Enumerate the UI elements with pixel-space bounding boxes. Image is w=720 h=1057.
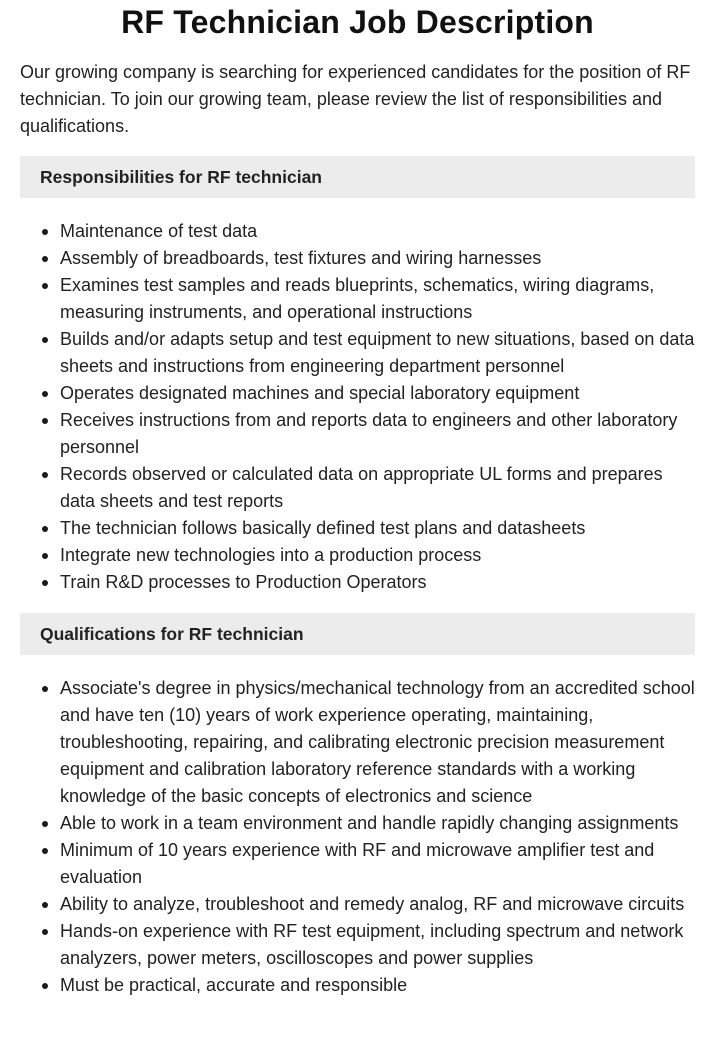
qualifications-heading: Qualifications for RF technician	[20, 613, 695, 655]
intro-paragraph: Our growing company is searching for experienced candidates for the position of RF technician. To join our growing team, please review the list of responsibilities and qualifications.	[20, 62, 691, 136]
responsibilities-list	[20, 218, 695, 596]
qualifications-list	[20, 675, 695, 999]
list-item: Ability to analyze, troubleshoot and remedy analog, RF and microwave circuits	[20, 891, 695, 918]
list-item: Must be practical, accurate and responsible	[20, 972, 695, 999]
list-item: Able to work in a team environment and handle rapidly changing assignments	[20, 810, 695, 837]
list-item: Operates designated machines and special laboratory equipment	[20, 380, 695, 407]
page-title: RF Technician Job Description	[121, 4, 594, 40]
responsibilities-heading: Responsibilities for RF technician	[20, 156, 695, 198]
list-item: Integrate new technologies into a production process	[20, 542, 695, 569]
list-item: Maintenance of test data	[20, 218, 695, 245]
list-item: Examines test samples and reads blueprints, schematics, wiring diagrams, measuring instruments, and operational instructions	[20, 272, 695, 326]
list-item: Minimum of 10 years experience with RF and microwave amplifier test and evaluation	[20, 837, 695, 891]
list-item: Train R&D processes to Production Operators	[20, 569, 695, 596]
list-item: Hands-on experience with RF test equipment, including spectrum and network analyzers, power meters, oscilloscopes and power supplies	[20, 918, 695, 972]
list-item: Builds and/or adapts setup and test equipment to new situations, based on data sheets and instructions from engineering department personnel	[20, 326, 695, 380]
job-description-page	[20, 0, 695, 999]
list-item: Receives instructions from and reports data to engineers and other laboratory personnel	[20, 407, 695, 461]
list-item: The technician follows basically defined test plans and datasheets	[20, 515, 695, 542]
list-item: Associate's degree in physics/mechanical technology from an accredited school and have ten (10) years of work experience operating, maintaining, troubleshooting, repairing, and calibrating electronic precision measurement equipment and calibration laboratory reference standards with a working knowledge of the basic concepts of electronics and science	[20, 675, 695, 810]
list-item: Records observed or calculated data on appropriate UL forms and prepares data sheets and test reports	[20, 461, 695, 515]
list-item: Assembly of breadboards, test fixtures and wiring harnesses	[20, 245, 695, 272]
